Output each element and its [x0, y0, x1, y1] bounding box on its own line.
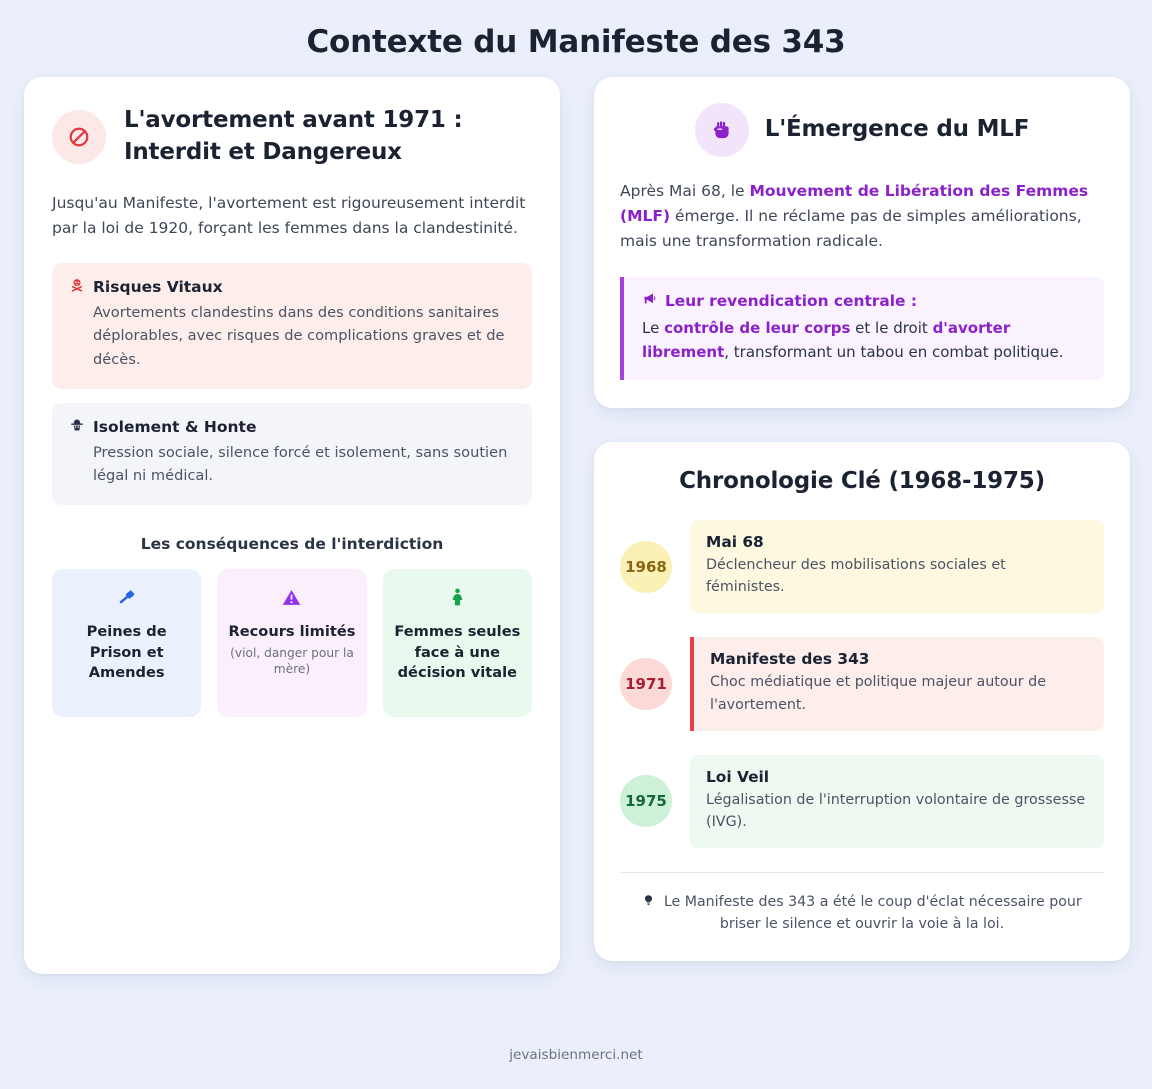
quote-highlight-1: contrôle de leur corps [664, 318, 851, 337]
card-avortement-avant-1971 [24, 77, 560, 974]
card-emergence-mlf [594, 77, 1130, 408]
raised-fist-icon [695, 103, 749, 157]
megaphone-icon [642, 291, 657, 310]
prohibited-icon [52, 110, 106, 164]
chronology-title: Chronologie Clé (1968-1975) [679, 468, 1045, 495]
mlf-revendication-box [620, 277, 1104, 381]
consequence-recours-limites [217, 569, 366, 717]
alert-title-text: Isolement & Honte [93, 417, 257, 436]
timeline-event-title: Mai 68 [706, 533, 764, 552]
mlf-lead-highlight: Mouvement de Libération des Femmes (MLF) [620, 182, 1089, 226]
alert-title-text: Risques Vitaux [93, 277, 223, 296]
quote-highlight-2: d'avorter librement [642, 318, 1011, 361]
consequences-heading: Les conséquences de l'interdiction [140, 534, 444, 553]
alert-isolement-honte [52, 403, 532, 505]
lightbulb-icon [642, 894, 660, 910]
alert-risques-vitaux [52, 263, 532, 389]
alert-body-text: Avortements clandestins dans des conditions sanitaires déplorables, avec risques de complications graves et de décès. [93, 303, 505, 369]
timeline-event-text: Légalisation de l'interruption volontaire de grossesse (IVG). [706, 791, 1086, 830]
gavel-icon [62, 587, 191, 611]
timeline-event-text: Déclencheur des mobilisations sociales et féministes. [706, 557, 1006, 596]
timeline-year-badge: 1968 [620, 541, 672, 593]
left-card-header [52, 105, 532, 168]
quote-part1: Le [642, 318, 665, 337]
mlf-lead-part2: émerge. Il ne réclame pas de simples améliorations, mais une transformation radicale. [620, 207, 1082, 251]
woman-icon [393, 587, 522, 611]
timeline-event-title: Loi Veil [706, 767, 770, 786]
timeline-event-text: Choc médiatique et politique majeur autour de l'avortement. [710, 674, 1047, 713]
timeline-row-1975 [620, 755, 1104, 848]
revendication-body [642, 316, 1086, 365]
right-column [594, 77, 1130, 961]
content-columns [24, 77, 1128, 974]
alert-body-text: Pression sociale, silence forcé et isolement, sans soutien légal ni médical. [93, 443, 508, 485]
left-card-title: L'avortement avant 1971 : Interdit et Dangereux [124, 107, 463, 165]
quote-part3: , transformant un tabou en combat politique. [724, 342, 1064, 361]
detective-icon [70, 418, 84, 435]
alert-title-row [70, 277, 514, 298]
card-chronologie [594, 442, 1130, 961]
consequence-label: Femmes seules face à une décision vitale [394, 622, 521, 682]
consequence-label: Peines de Prison et Amendes [86, 622, 167, 682]
mlf-card-header [620, 103, 1104, 157]
chronology-note-text: Le Manifeste des 343 a été le coup d'éclat nécessaire pour briser le silence et ouvrir la voie à la loi. [663, 894, 1082, 933]
timeline-row-1971 [620, 637, 1104, 730]
mlf-card-title: L'Émergence du MLF [764, 116, 1030, 143]
mlf-lead-part1: Après Mai 68, le [620, 182, 750, 201]
timeline-year-badge: 1971 [620, 658, 672, 710]
consequence-label: Recours limités [228, 622, 356, 640]
chronology-note [620, 891, 1104, 935]
left-column [24, 77, 560, 974]
warning-triangle-icon [227, 587, 356, 611]
skull-crossbones-icon [70, 278, 84, 295]
timeline-year-badge: 1975 [620, 775, 672, 827]
timeline-content [690, 637, 1104, 730]
alert-title-row [70, 417, 514, 438]
consequence-femmes-seules [383, 569, 532, 717]
timeline-content [690, 520, 1104, 613]
revendication-title-row [642, 291, 1086, 310]
mlf-card-lead [620, 179, 1104, 254]
page-title: Contexte du Manifeste des 343 [306, 24, 846, 60]
left-card-lead: Jusqu'au Manifeste, l'avortement est rigoureusement interdit par la loi de 1920, forçant les femmes dans la clandestinité. [52, 193, 526, 237]
timeline-event-title: Manifeste des 343 [710, 650, 870, 669]
consequence-peines-prison [52, 569, 201, 717]
divider [620, 872, 1104, 873]
revendication-title-text: Leur revendication centrale : [665, 291, 918, 310]
consequences-grid [52, 569, 532, 717]
quote-part2: et le droit [850, 318, 933, 337]
site-footer: jevaisbienmerci.net [509, 1047, 643, 1063]
timeline-row-1968 [620, 520, 1104, 613]
consequence-sublabel: (viol, danger pour la mère) [230, 645, 354, 677]
timeline-content [690, 755, 1104, 848]
